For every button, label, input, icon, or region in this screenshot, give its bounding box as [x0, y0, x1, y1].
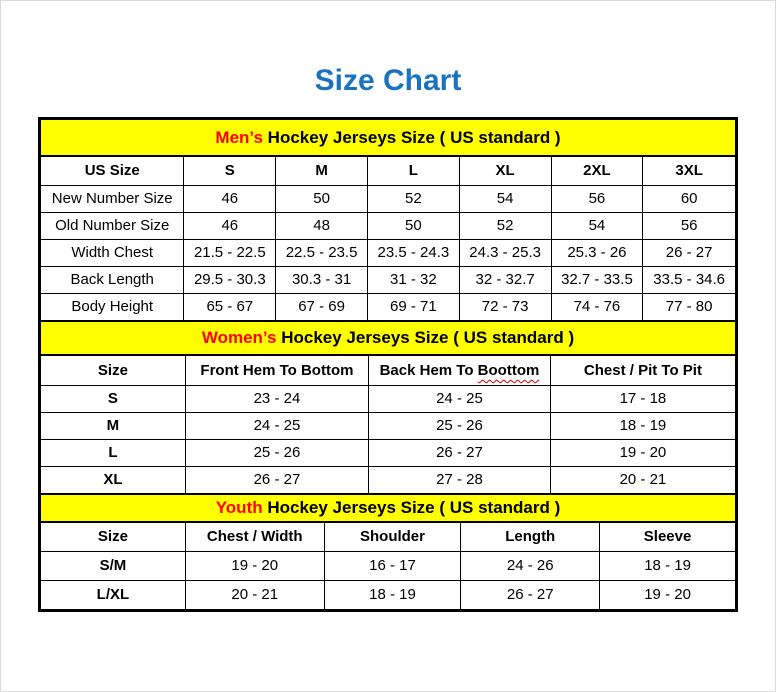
misspelled-word: Boottom [477, 361, 540, 379]
column-header: M [276, 157, 368, 185]
size-value: 31 - 32 [367, 266, 459, 293]
column-header: Size [41, 356, 185, 385]
mens-section-banner [41, 120, 735, 157]
size-value: 18 - 19 [324, 580, 461, 609]
size-value: 54 [551, 212, 643, 239]
column-header: Chest / Width [185, 523, 324, 551]
data-row [41, 439, 735, 466]
column-header: Length [461, 523, 600, 551]
column-header: 2XL [551, 157, 643, 185]
row-label: Old Number Size [41, 212, 184, 239]
mens-section [41, 120, 735, 320]
row-label: L/XL [41, 580, 185, 609]
column-header: XL [459, 157, 551, 185]
data-row [41, 293, 735, 320]
size-value: 60 [643, 185, 735, 212]
size-value: 19 - 20 [600, 580, 735, 609]
size-value: 46 [184, 212, 276, 239]
size-value: 25 - 26 [369, 412, 551, 439]
size-value: 52 [367, 185, 459, 212]
youth-section [41, 493, 735, 609]
mens-banner-highlight: Men’s [215, 128, 263, 147]
data-row [41, 466, 735, 493]
youth-size-table [41, 523, 735, 609]
size-value: 26 - 27 [643, 239, 735, 266]
size-value: 16 - 17 [324, 551, 461, 580]
size-value: 19 - 20 [185, 551, 324, 580]
size-value: 24 - 25 [185, 412, 368, 439]
size-value: 23.5 - 24.3 [367, 239, 459, 266]
column-header: Chest / Pit To Pit [550, 356, 735, 385]
header-row [41, 523, 735, 551]
data-row [41, 266, 735, 293]
column-header: 3XL [643, 157, 735, 185]
header-row [41, 356, 735, 385]
size-value: 26 - 27 [185, 466, 368, 493]
size-value: 20 - 21 [550, 466, 735, 493]
size-value: 26 - 27 [369, 439, 551, 466]
row-label: Back Length [41, 266, 184, 293]
data-row [41, 185, 735, 212]
column-header: US Size [41, 157, 184, 185]
page-title: Size Chart [314, 64, 462, 97]
size-value: 23 - 24 [185, 385, 368, 412]
column-header: Front Hem To Bottom [185, 356, 368, 385]
size-value: 52 [459, 212, 551, 239]
size-value: 56 [643, 212, 735, 239]
data-row [41, 551, 735, 580]
row-label: S/M [41, 551, 185, 580]
mens-banner-text: Hockey Jerseys Size ( US standard ) [262, 128, 561, 147]
size-value: 74 - 76 [551, 293, 643, 320]
size-value: 21.5 - 22.5 [184, 239, 276, 266]
column-header: Shoulder [324, 523, 461, 551]
size-value: 48 [276, 212, 368, 239]
row-label: New Number Size [41, 185, 184, 212]
youth-banner-highlight: Youth [215, 498, 263, 517]
row-label: XL [41, 466, 185, 493]
size-value: 50 [276, 185, 368, 212]
size-value: 24 - 26 [461, 551, 600, 580]
size-value: 30.3 - 31 [276, 266, 368, 293]
size-value: 65 - 67 [184, 293, 276, 320]
row-label: L [41, 439, 185, 466]
size-chart-block [38, 117, 738, 612]
size-value: 67 - 69 [276, 293, 368, 320]
womens-size-table [41, 356, 735, 493]
size-value: 25.3 - 26 [551, 239, 643, 266]
size-value: 33.5 - 34.6 [643, 266, 735, 293]
row-label: Body Height [41, 293, 184, 320]
mens-size-table [41, 157, 735, 320]
size-value: 72 - 73 [459, 293, 551, 320]
size-value: 18 - 19 [600, 551, 735, 580]
column-header: Size [41, 523, 185, 551]
size-value: 54 [459, 185, 551, 212]
size-value: 22.5 - 23.5 [276, 239, 368, 266]
header-row [41, 157, 735, 185]
data-row [41, 239, 735, 266]
size-value: 24 - 25 [369, 385, 551, 412]
womens-banner-text: Hockey Jerseys Size ( US standard ) [276, 328, 575, 347]
size-value: 29.5 - 30.3 [184, 266, 276, 293]
size-value: 77 - 80 [643, 293, 735, 320]
column-header: Sleeve [600, 523, 735, 551]
column-header: S [184, 157, 276, 185]
womens-banner-highlight: Women’s [201, 328, 277, 347]
womens-section-banner [41, 320, 735, 356]
size-value: 24.3 - 25.3 [459, 239, 551, 266]
column-header: L [367, 157, 459, 185]
data-row [41, 412, 735, 439]
size-value: 27 - 28 [369, 466, 551, 493]
size-value: 25 - 26 [185, 439, 368, 466]
size-value: 56 [551, 185, 643, 212]
size-value: 20 - 21 [185, 580, 324, 609]
size-value: 26 - 27 [461, 580, 600, 609]
data-row [41, 385, 735, 412]
row-label: M [41, 412, 185, 439]
column-header: Back Hem To Boottom [369, 356, 551, 385]
size-value: 19 - 20 [550, 439, 735, 466]
size-value: 46 [184, 185, 276, 212]
data-row [41, 212, 735, 239]
size-value: 69 - 71 [367, 293, 459, 320]
row-label: Width Chest [41, 239, 184, 266]
size-value: 32.7 - 33.5 [551, 266, 643, 293]
youth-section-banner [41, 493, 735, 523]
size-value: 18 - 19 [550, 412, 735, 439]
size-value: 32 - 32.7 [459, 266, 551, 293]
size-value: 50 [367, 212, 459, 239]
row-label: S [41, 385, 185, 412]
youth-banner-text: Hockey Jerseys Size ( US standard ) [262, 498, 561, 517]
data-row [41, 580, 735, 609]
size-value: 17 - 18 [550, 385, 735, 412]
womens-section [41, 320, 735, 493]
